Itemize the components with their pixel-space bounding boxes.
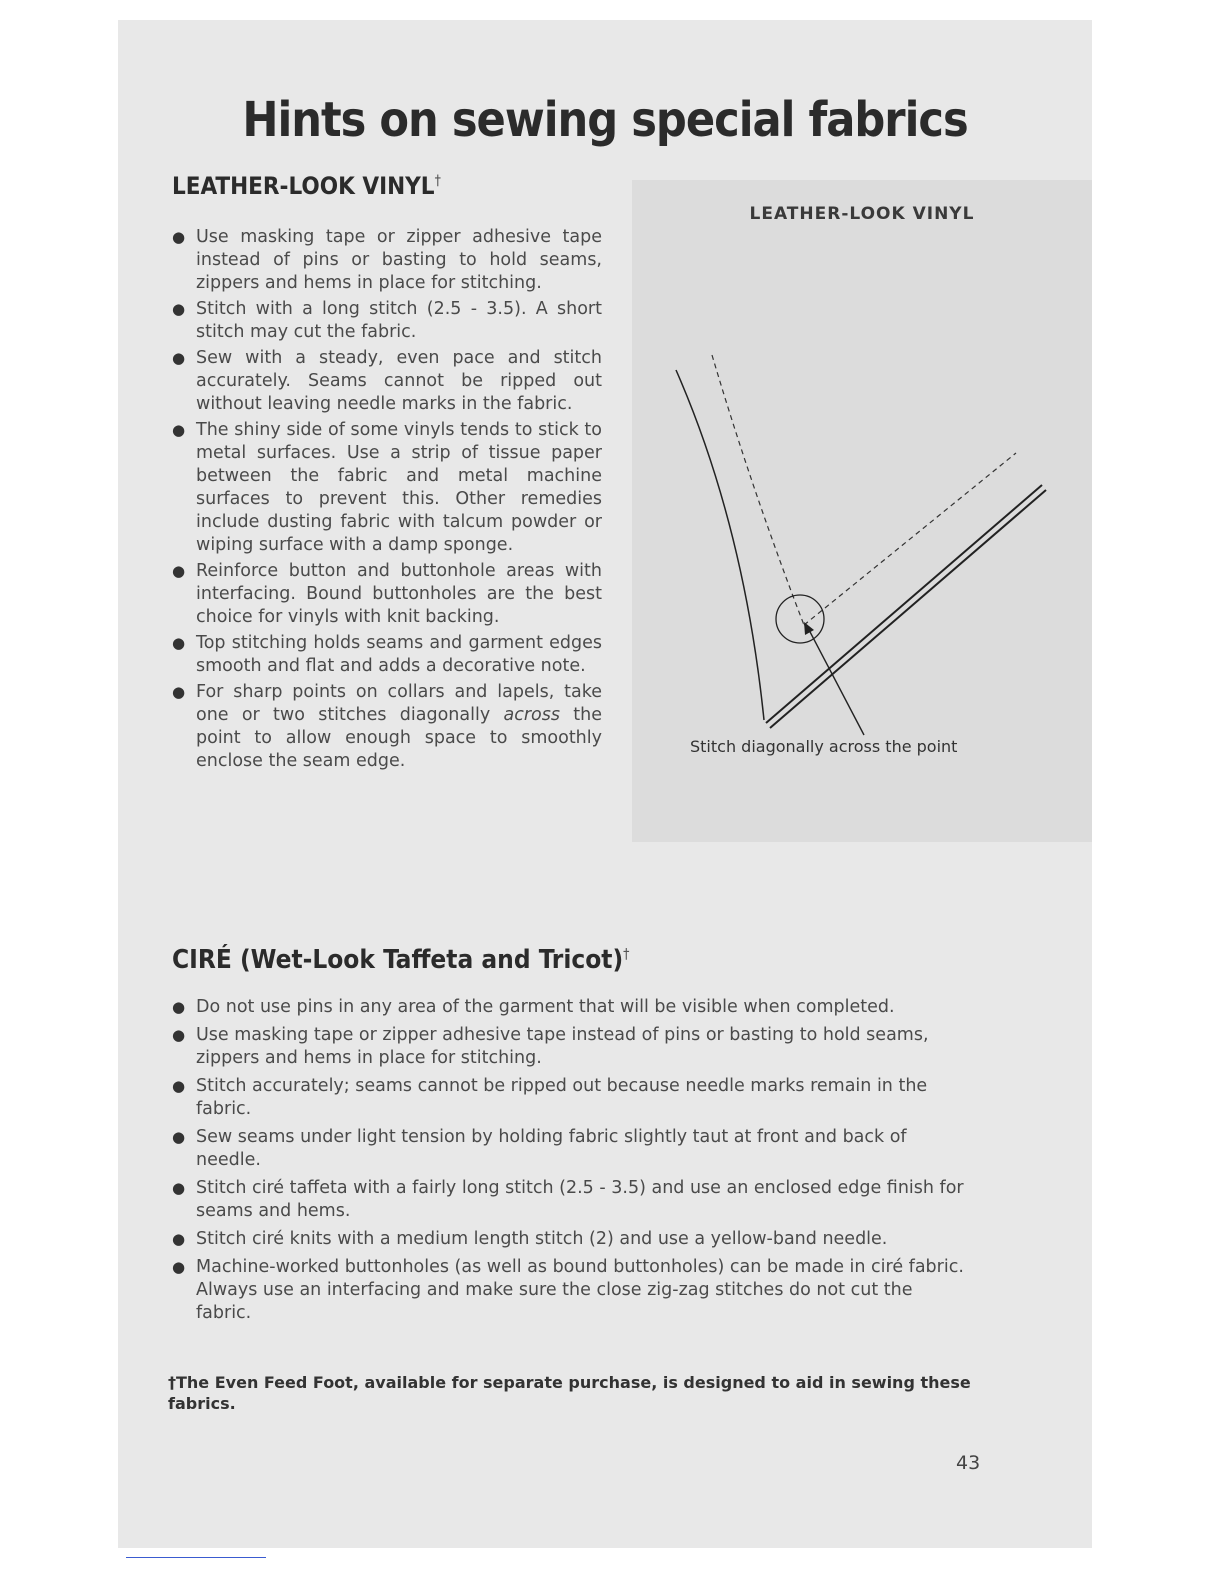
dagger-mark: †: [623, 946, 630, 963]
figure-caption: Stitch diagonally across the point: [690, 737, 958, 756]
vinyl-heading: [172, 172, 441, 200]
page-title: Hints on sewing special fabrics: [242, 92, 968, 148]
list-item: ● Stitch ciré taffeta with a fairly long stitch (2.5 - 3.5) and use an enclosed edge finish for seams and hems.: [172, 1177, 970, 1223]
vinyl-hints-list: [172, 226, 602, 776]
page-number: 43: [956, 1452, 981, 1474]
list-item: ● Machine-worked buttonholes (as well as bound buttonholes) can be made in ciré fabric. Always use an interfacing and make sure the close zig-zag stitches do not cut the fabric.: [172, 1256, 970, 1325]
footnote: †The Even Feed Foot, available for separate purchase, is designed to aid in sewing these fabrics.: [168, 1373, 971, 1413]
vinyl-illustration: [632, 180, 1092, 842]
list-item: ● Stitch with a long stitch (2.5 - 3.5). A short stitch may cut the fabric.: [172, 298, 602, 344]
list-item: ● Use masking tape or zipper adhesive tape instead of pins or basting to hold seams, zippers and hems in place for stitching.: [172, 1024, 970, 1070]
vinyl-heading-text: LEATHER-LOOK VINYL: [172, 172, 435, 200]
list-item: [172, 681, 602, 773]
list-item: ● Top stitching holds seams and garment edges smooth and flat and adds a decorative note.: [172, 632, 602, 678]
cire-heading: [172, 945, 629, 975]
emphasis-text: across: [503, 705, 560, 725]
cire-hints-list: [172, 996, 970, 1330]
list-item: ● Reinforce button and buttonhole areas with interfacing. Bound buttonholes are the best choice for vinyls with knit backing.: [172, 560, 602, 629]
stitch-line-curved: [712, 355, 804, 625]
fabric-edge-line-inner: [770, 490, 1046, 728]
highlight-circle: [776, 595, 824, 643]
collar-curve-edge: [676, 370, 764, 720]
pointer-line: [808, 628, 864, 735]
list-item: ● Stitch accurately; seams cannot be ripped out because needle marks remain in the fabric.: [172, 1075, 970, 1121]
list-item: ● The shiny side of some vinyls tends to stick to metal surfaces. Use a strip of tissue paper between the fabric and metal machine surfaces to prevent this. Other remedies include dusting fabric with talcum powder or wiping surface with a damp sponge.: [172, 419, 602, 557]
item-text: the point to allow enough space to smoothly enclose the seam edge.: [196, 705, 602, 771]
list-item: ● Use masking tape or zipper adhesive tape instead of pins or basting to hold seams, zippers and hems in place for stitching.: [172, 226, 602, 295]
figure-title: LEATHER-LOOK VINYL: [749, 204, 975, 224]
list-item: ● Do not use pins in any area of the garment that will be visible when completed.: [172, 996, 970, 1019]
list-item: ● Stitch ciré knits with a medium length stitch (2) and use a yellow-band needle.: [172, 1228, 970, 1251]
cire-heading-text: CIRÉ (Wet-Look Taffeta and Tricot): [172, 945, 624, 975]
item-text: For sharp points on collars and lapels, take one or two stitches diagonally: [196, 682, 602, 725]
link-underline[interactable]: [126, 1557, 266, 1558]
dagger-mark: †: [434, 173, 441, 189]
list-item: ● Sew with a steady, even pace and stitch accurately. Seams cannot be ripped out without leaving needle marks in the fabric.: [172, 347, 602, 416]
list-item: ● Sew seams under light tension by holding fabric slightly taut at front and back of needle.: [172, 1126, 970, 1172]
pointer-arrowhead: [804, 622, 814, 635]
manual-page: [118, 20, 1092, 1548]
fabric-edge-line: [766, 485, 1042, 723]
